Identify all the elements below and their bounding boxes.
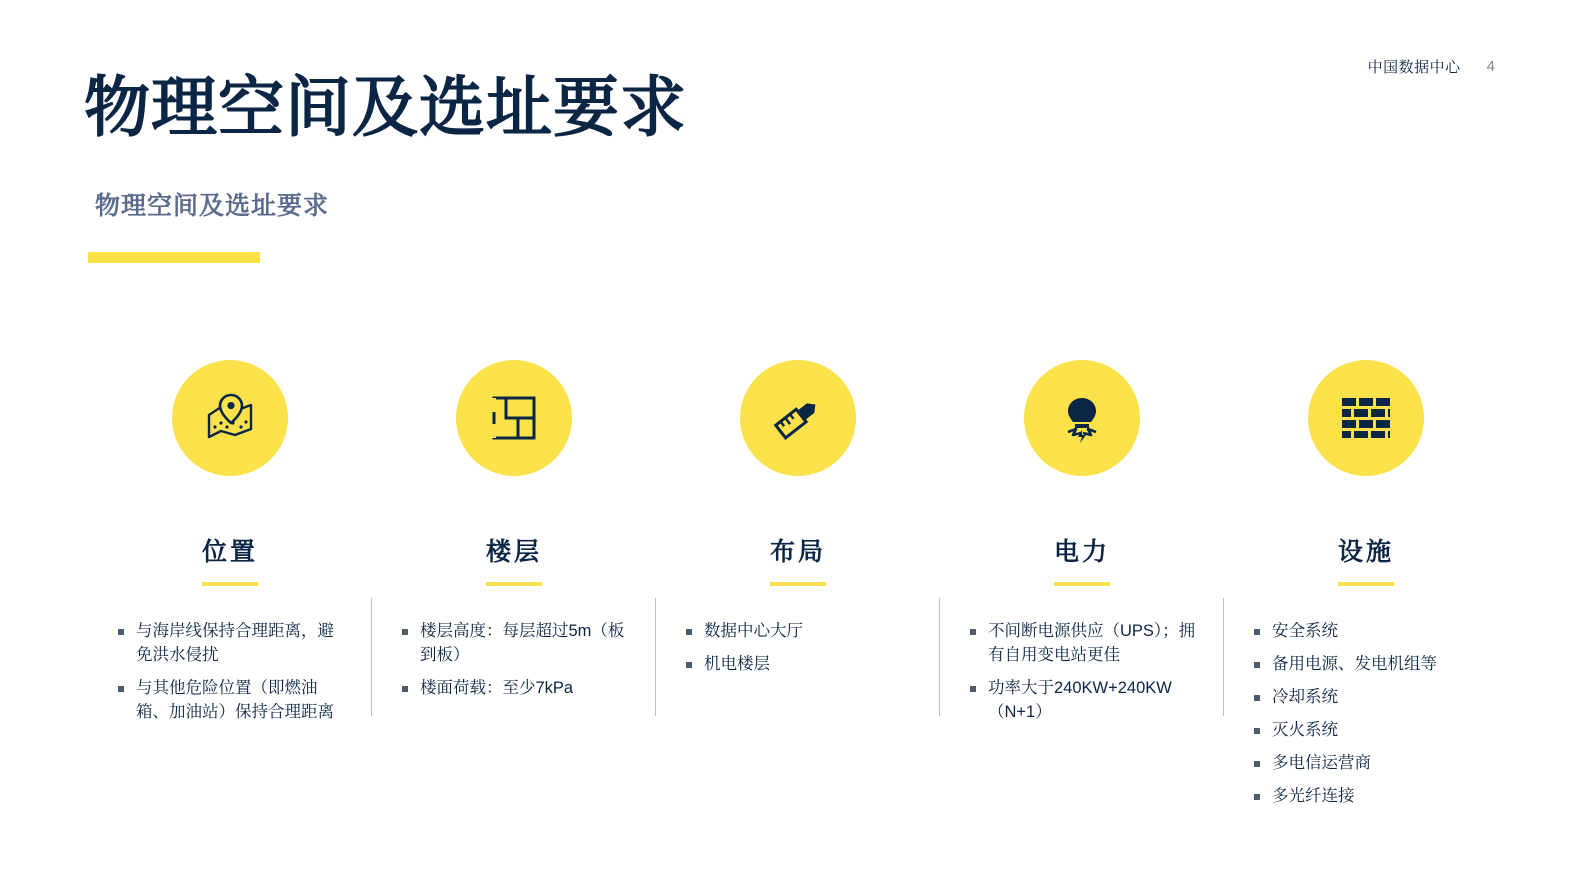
- bullet-list: [964, 620, 1200, 734]
- slide-header: [1368, 56, 1495, 77]
- list-item: 不间断电源供应（UPS）；拥有自用变电站更佳: [968, 620, 1200, 668]
- page-title: 物理空间及选址要求: [84, 70, 687, 144]
- list-item: 楼面荷载：至少7kPa: [400, 677, 632, 701]
- feature-column: [1224, 360, 1508, 834]
- bullet-list: [1248, 620, 1484, 818]
- floor-plan-icon: [456, 360, 572, 476]
- title-underline: [1338, 582, 1394, 586]
- bullet-list: [396, 620, 632, 710]
- title-underline: [770, 582, 826, 586]
- feature-column: [940, 360, 1224, 750]
- power-bulb-lightning-icon: [1024, 360, 1140, 476]
- page-subtitle: 物理空间及选址要求: [95, 192, 330, 220]
- layout-ruler-pencil-icon: [740, 360, 856, 476]
- title-underline: [202, 582, 258, 586]
- list-item: 备用电源、发电机组等: [1252, 653, 1484, 677]
- column-title: 电力: [1053, 538, 1110, 566]
- header-label: 中国数据中心: [1367, 59, 1461, 76]
- page-number: 4: [1486, 58, 1495, 75]
- title-underline: [486, 582, 542, 586]
- column-title: 楼层: [485, 538, 542, 566]
- column-title: 布局: [769, 538, 826, 566]
- feature-column: [656, 360, 940, 702]
- list-item: 冷却系统: [1252, 686, 1484, 710]
- list-item: 多光纤连接: [1252, 785, 1484, 809]
- list-item: 功率大于240KW+240KW（N+1）: [968, 677, 1200, 725]
- list-item: 安全系统: [1252, 620, 1484, 644]
- list-item: 数据中心大厅: [684, 620, 916, 644]
- accent-bar: [88, 252, 260, 263]
- bullet-list: [680, 620, 916, 686]
- list-item: 灭火系统: [1252, 719, 1484, 743]
- list-item: 与其他危险位置（即燃油箱、加油站）保持合理距离: [116, 677, 348, 725]
- list-item: 与海岸线保持合理距离，避免洪水侵扰: [116, 620, 348, 668]
- list-item: 多电信运营商: [1252, 752, 1484, 776]
- brick-wall-facility-icon: [1308, 360, 1424, 476]
- title-underline: [1054, 582, 1110, 586]
- column-title: 设施: [1337, 538, 1394, 566]
- map-pin-location-icon: [172, 360, 288, 476]
- feature-column: [88, 360, 372, 750]
- bullet-list: [112, 620, 348, 734]
- feature-columns: [88, 360, 1508, 834]
- column-title: 位置: [201, 538, 258, 566]
- list-item: 楼层高度：每层超过5m（板到板）: [400, 620, 632, 668]
- feature-column: [372, 360, 656, 726]
- list-item: 机电楼层: [684, 653, 916, 677]
